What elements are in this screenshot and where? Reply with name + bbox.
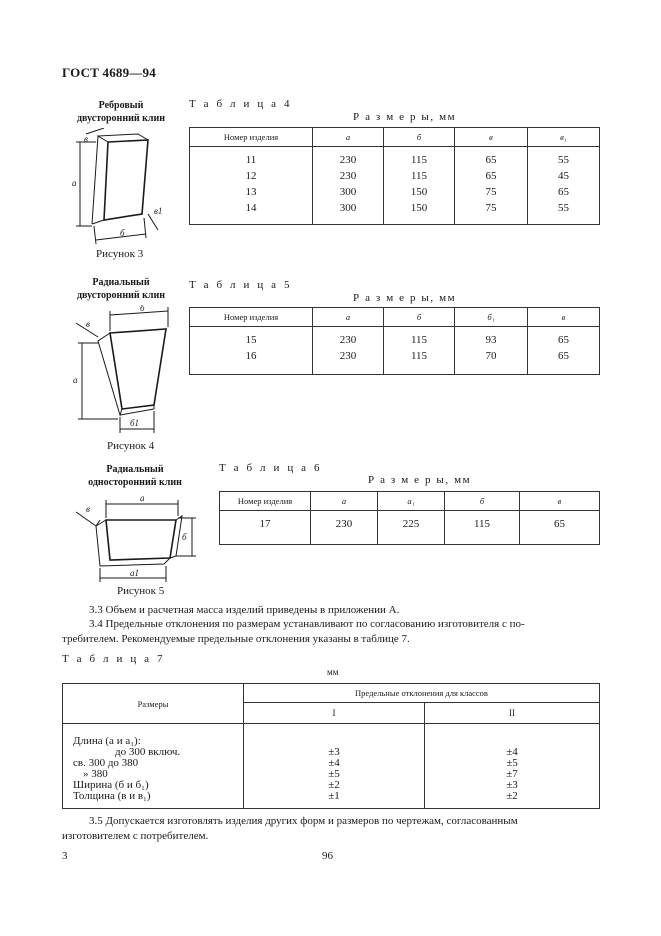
figure-3-label-v1: в1 [154,206,163,216]
table-cell: 16 [190,348,313,364]
table-7-label-upto300: до 300 включ. [115,746,181,758]
table-cell: 13 [190,184,313,200]
table-7-label-width: Ширина (б и б₁) [73,779,149,791]
figure-4-caption: Рисунок 4 [107,440,155,452]
figure-3-caption: Рисунок 3 [96,248,144,260]
table-row [190,200,600,216]
table-cell: 150 [384,184,455,200]
table-cell: ±3 [506,779,518,791]
table-cell: 150 [384,200,455,216]
table-6-header-b: б [445,492,520,511]
table-4-header-v1: в₁ [528,128,600,147]
table-cell: ±1 [328,790,340,802]
table-cell: 15 [190,332,313,348]
table-cell: 55 [528,152,600,168]
table-4-units: Р а з м е р ы, мм [353,111,457,123]
figure-3-title [66,99,176,125]
table-7-label: Т а б л и ц а 7 [62,653,166,665]
table-4-header-b: б [384,128,455,147]
table-cell: 75 [455,184,528,200]
table-6-spacer-bottom [220,532,600,545]
table-4-header-row [190,128,600,147]
table-cell: ±2 [506,790,518,802]
table-cell: 300 [313,200,384,216]
figure-4-label-v: в [86,319,90,329]
paragraph-3-5-line2: изготовителем с потребителем. [62,830,209,842]
table-cell: 45 [528,168,600,184]
table-cell: 70 [455,348,528,364]
table-7-label-length: Длина (а и а₁): [73,735,141,747]
table-cell: ±4 [506,746,518,758]
table-5-header-b: б [384,308,455,327]
table-6-units: Р а з м е р ы, мм [368,474,472,486]
footer-section-number: 3 [62,850,68,862]
table-7-class-2-values [425,724,600,809]
table-row [190,152,600,168]
footer-page-number: 96 [322,850,333,862]
figure-3-title-line1: Ребровый [98,100,144,111]
table-7-header-limits: Предельные отклонения для классов [244,684,600,703]
table-4-header-v: в [455,128,528,147]
table-5-header-row [190,308,600,327]
table-cell: 115 [384,348,455,364]
figure-4-bottom-edge [120,409,154,415]
table-5-header-a: а [313,308,384,327]
figure-5-label-b: б [182,532,187,542]
table-cell: 230 [311,516,378,532]
figure-3-front-face [104,140,148,220]
table-cell: ±2 [328,779,340,791]
table-row [190,332,600,348]
paragraph-3-4-line2: требителем. Рекомендуемые предельные отклонения указаны в таблице 7. [62,633,410,645]
figure-5-label-a1: а1 [130,568,139,578]
table-5-header-number: Номер изделия [190,308,313,327]
figure-5-label-a: а [140,493,145,503]
table-cell: 65 [455,152,528,168]
table-cell: 115 [445,516,520,532]
table-4 [189,127,600,225]
figure-5-drawing [72,490,202,586]
table-cell: 11 [190,152,313,168]
table-4-header-a: а [313,128,384,147]
table-4-label: Т а б л и ц а 4 [189,98,293,110]
table-5-header-b1: б₁ [455,308,528,327]
figure-4-title [66,276,176,302]
table-5-spacer-bottom [190,364,600,375]
table-7-label-300-380: св. 300 до 380 [73,757,139,769]
table-cell: 225 [378,516,445,532]
figure-5-label-v: в [86,504,90,514]
table-cell: 230 [313,332,384,348]
figure-4-title-line1: Радиальный [92,277,150,288]
table-5-label: Т а б л и ц а 5 [189,279,293,291]
table-7-label-over380: » 380 [83,768,108,780]
table-6-header-row [220,492,600,511]
table-cell: 55 [528,200,600,216]
table-row [220,516,600,532]
table-cell: 14 [190,200,313,216]
table-cell: 230 [313,348,384,364]
table-cell: 75 [455,200,528,216]
table-cell: ±4 [328,757,340,769]
figure-4-drawing [68,305,178,437]
table-cell: 115 [384,168,455,184]
table-cell: 65 [528,332,600,348]
paragraph-3-4-line1: 3.4 Предельные отклонения по размерам устанавливают по согласованию изготовителя с по- [89,618,525,630]
figure-4-front-face [110,329,166,409]
table-cell: 65 [455,168,528,184]
figure-3-label-b: б [120,228,125,238]
table-cell: 65 [520,516,600,532]
figure-4-dim-b-line [110,311,168,315]
paragraph-3-5-line1: 3.5 Допускается изготовлять изделия других форм и размеров по чертежам, согласованным [89,815,518,827]
table-cell: ±5 [328,768,340,780]
document-header: ГОСТ 4689—94 [62,65,156,80]
table-7-header-row [63,684,600,703]
table-cell: ±7 [506,768,518,780]
table-6-header-a: а [311,492,378,511]
figure-4-side-face [98,333,122,415]
figure-3-title-line2: двусторонний клин [76,113,166,124]
figure-3-bottom-edge [92,220,104,224]
table-6-header-a1: а₁ [378,492,445,511]
table-7 [62,683,600,809]
table-4-spacer-bottom [190,216,600,225]
table-cell: 65 [528,184,600,200]
table-6-header-v: в [520,492,600,511]
table-cell: 93 [455,332,528,348]
table-cell: 12 [190,168,313,184]
table-cell: 300 [313,184,384,200]
table-7-header-class-1: I [244,703,425,724]
table-row [190,184,600,200]
figure-4-title-line2: двусторонний клин [76,290,166,301]
table-7-label-thickness: Толщина (в и в₁) [73,790,151,802]
figure-3-dim-v1-line [148,214,158,230]
table-cell: 115 [384,332,455,348]
table-7-row-labels [63,724,244,809]
table-4-header-number: Номер изделия [190,128,313,147]
figure-5-title-line1: Радиальный [106,464,164,475]
table-cell: ±5 [506,757,518,769]
table-6-header-number: Номер изделия [220,492,311,511]
table-5-units: Р а з м е р ы, мм [353,292,457,304]
table-5-header-v: в [528,308,600,327]
table-6 [219,491,600,545]
table-7-header-sizes: Размеры [63,684,244,724]
figure-5-title [80,463,190,489]
paragraph-3-3: 3.3 Объем и расчетная масса изделий приведены в приложении А. [89,604,400,616]
figure-3-back-edge [92,136,98,224]
table-cell: 230 [313,152,384,168]
table-cell: 115 [384,152,455,168]
figure-3-dim-b-ext-left [94,226,96,244]
figure-3-label-v: в [84,134,88,144]
figure-3-label-a: а [72,178,77,188]
table-cell: 65 [528,348,600,364]
figure-5-caption: Рисунок 5 [117,585,165,597]
figure-3-dim-v-line [86,128,104,134]
table-cell: 17 [220,516,311,532]
figure-4-label-b: б [140,305,145,313]
table-row [63,724,600,809]
figure-4-label-a: а [73,375,78,385]
table-7-class-1-values [244,724,425,809]
figure-4-label-b1: б1 [130,418,140,428]
figure-3-drawing [70,128,170,250]
table-row [190,348,600,364]
table-5 [189,307,600,375]
table-row [190,168,600,184]
table-cell: 230 [313,168,384,184]
table-7-header-class-2: II [425,703,600,724]
table-7-units: мм [327,667,339,677]
figure-3-dim-b-ext-right [144,218,146,238]
table-6-label: Т а б л и ц а 6 [219,462,323,474]
figure-5-front-face [106,520,176,560]
figure-5-dim-v-line [76,512,96,526]
table-cell: ±3 [328,746,340,758]
figure-5-title-line2: односторонний клин [88,477,182,488]
